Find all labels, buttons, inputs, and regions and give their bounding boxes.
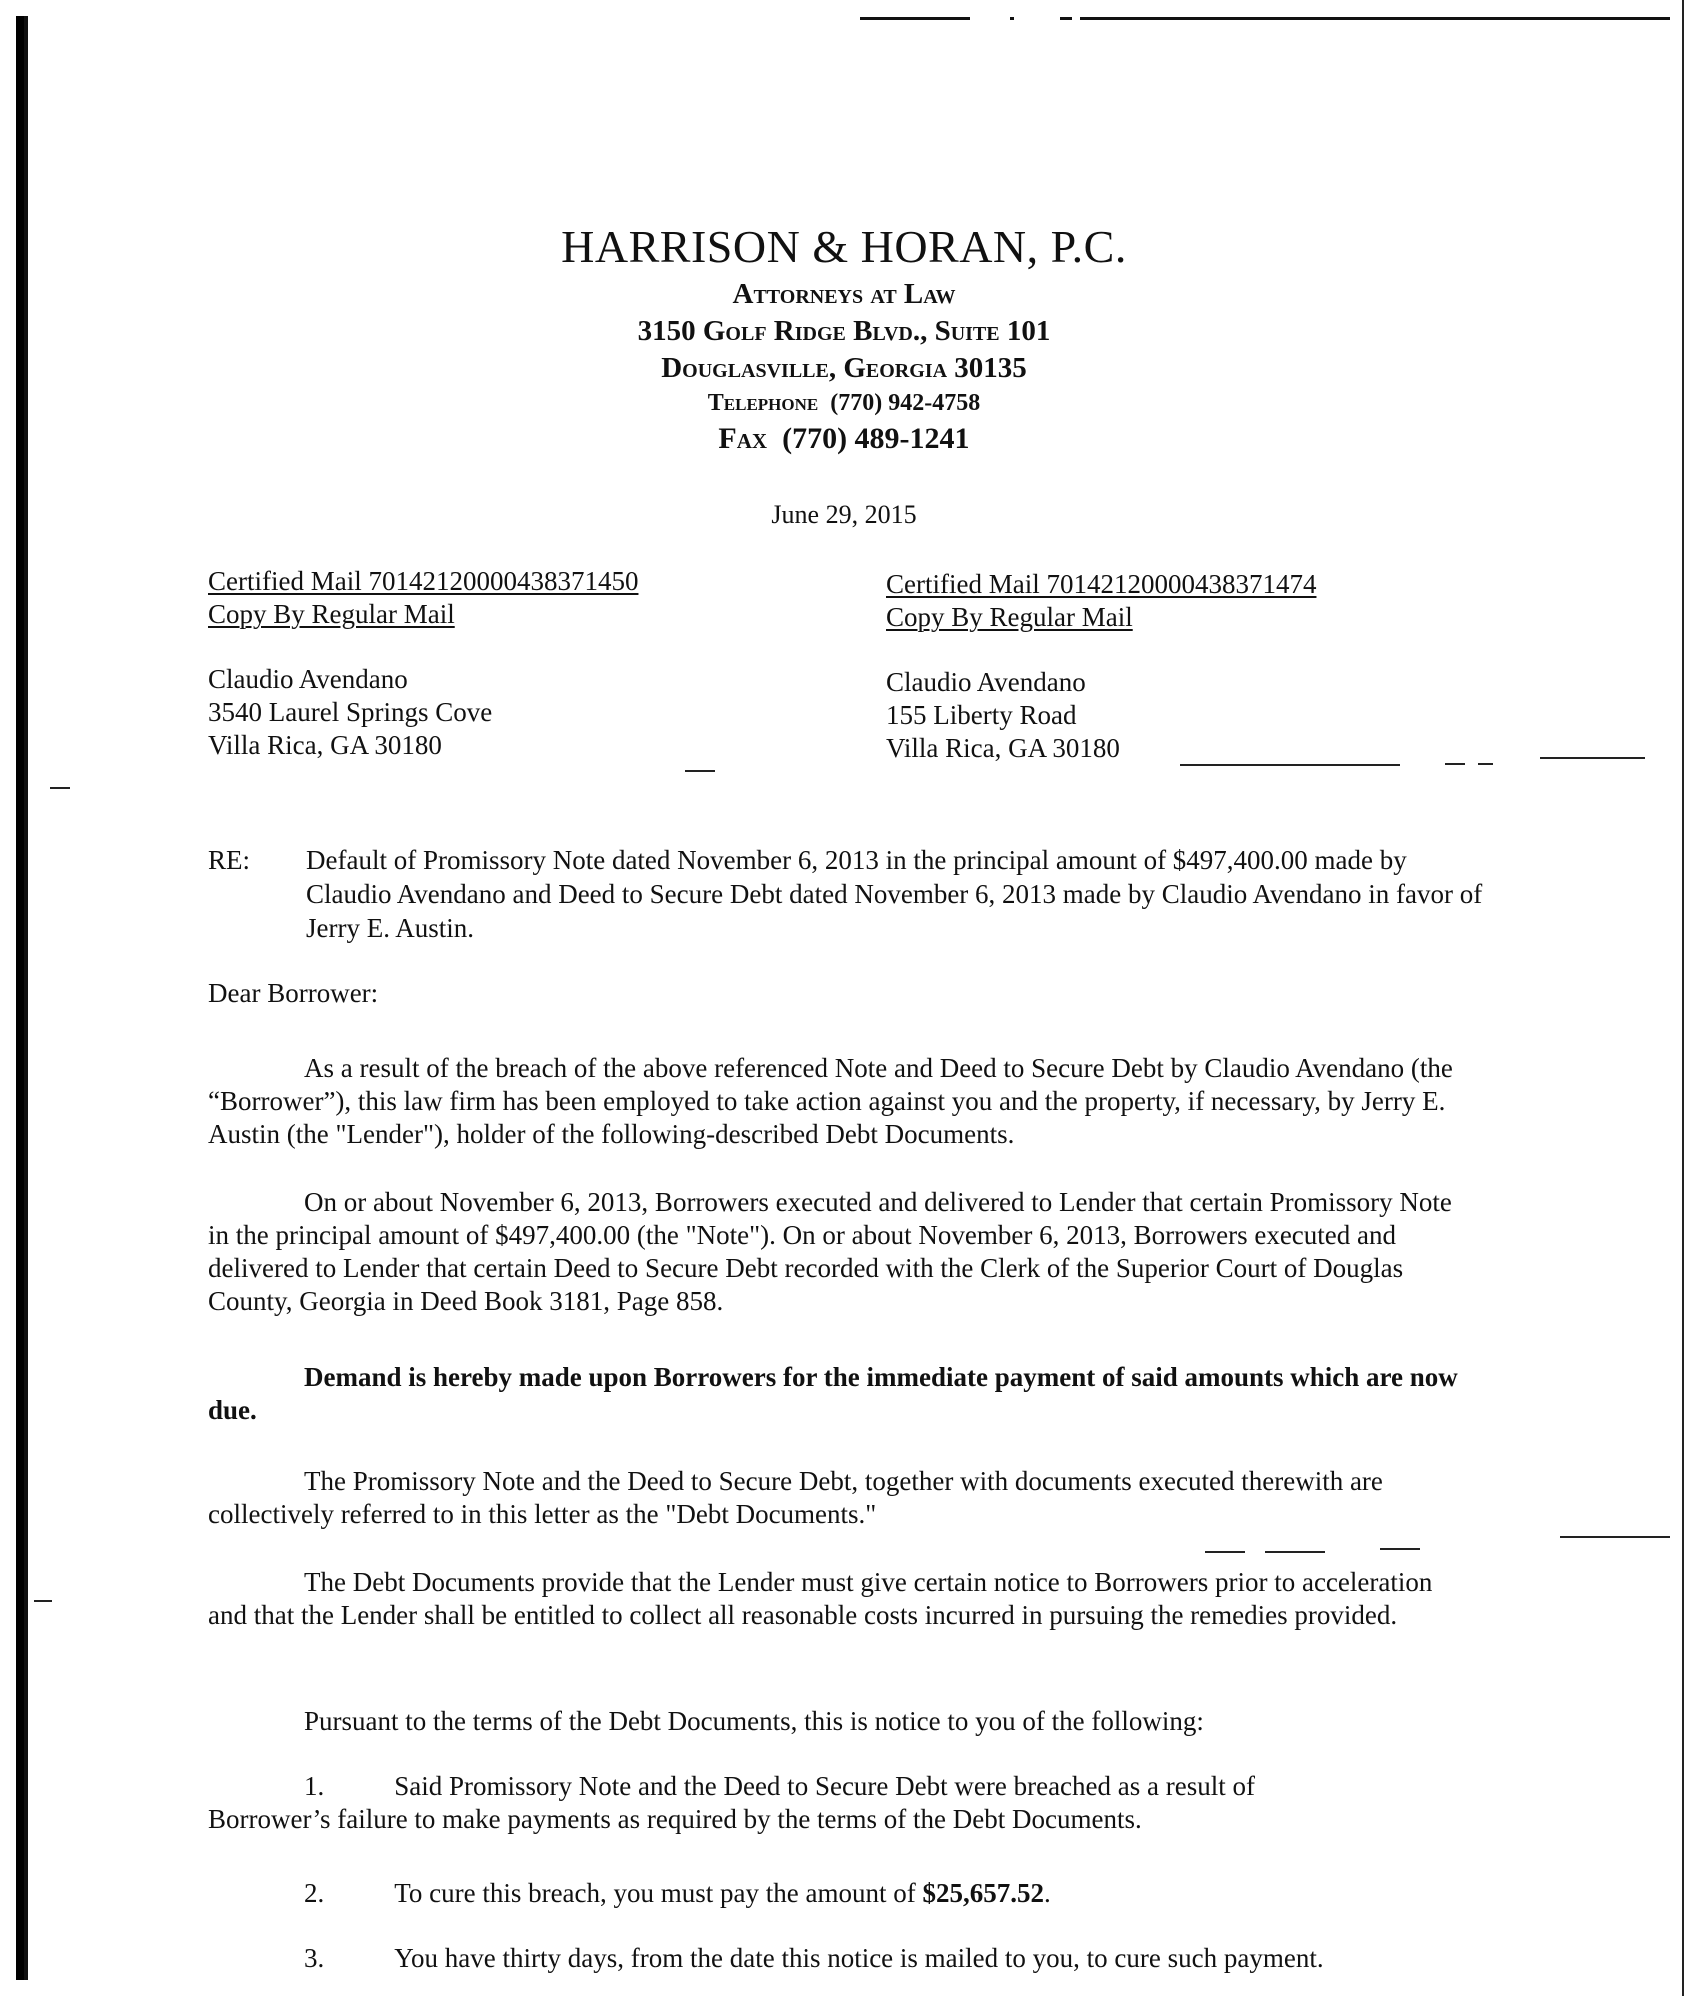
item-text: To cure this breach, you must pay the amount of — [394, 1878, 923, 1908]
re-subject — [208, 843, 1488, 945]
certified-mail-number: Certified Mail 70142120000438371450 — [208, 566, 639, 596]
firm-street-address: 3150 Golf Ridge Blvd., Suite 101 — [637, 315, 1051, 347]
telephone-number: (770) 942-4758 — [830, 390, 981, 416]
scan-mark — [1380, 1548, 1420, 1550]
copy-by-regular-mail: Copy By Regular Mail — [208, 599, 455, 629]
firm-city-address: Douglasville, Georgia 30135 — [661, 352, 1027, 384]
cure-amount: $25,657.52 — [922, 1878, 1044, 1908]
scan-top-mark — [1010, 17, 1014, 20]
salutation: Dear Borrower: — [208, 978, 379, 1008]
scan-top-line — [860, 17, 970, 20]
demand-paragraph: Demand is hereby made upon Borrowers for the immediate payment of said amounts which are now due. — [208, 1362, 1458, 1425]
recipient-name: Claudio Avendano — [886, 667, 1086, 697]
firm-name: HARRISON & HORAN, P.C. — [561, 221, 1127, 272]
notice-item — [208, 1877, 1488, 1910]
telephone-label: Telephone — [707, 390, 819, 416]
certified-mail-number: Certified Mail 70142120000438371474 — [886, 569, 1317, 599]
scan-mark — [1478, 763, 1493, 765]
item-text-continued: Borrower’s failure to make payments as required by the terms of the Debt Documents. — [208, 1804, 1142, 1834]
letter-date: June 29, 2015 — [771, 500, 917, 529]
firm-telephone — [0, 390, 1688, 417]
scan-mark — [34, 1600, 52, 1602]
scan-mark — [685, 770, 715, 772]
item-text: You have thirty days, from the date this notice is mailed to you, to cure such payment. — [394, 1943, 1324, 1973]
scan-mark — [50, 787, 70, 789]
fax-label: Fax — [718, 422, 768, 455]
re-text: Default of Promissory Note dated November 6, 2013 in the principal amount of $497,400.00 made by Claudio Avendano and Deed to Secure Debt dated November 6, 2013 made by Claudio Avendano in favor of Jerry E. Austin. — [306, 845, 1483, 943]
body-paragraph: The Promissory Note and the Deed to Secure Debt, together with documents executed therewith are collectively referred to in this letter as the "Debt Documents." — [208, 1466, 1383, 1529]
recipient-city: Villa Rica, GA 30180 — [208, 730, 442, 760]
recipient-city: Villa Rica, GA 30180 — [886, 733, 1120, 763]
scan-mark — [1205, 1551, 1245, 1553]
recipient-address-left — [208, 565, 638, 762]
copy-by-regular-mail: Copy By Regular Mail — [886, 602, 1133, 632]
recipient-name: Claudio Avendano — [208, 664, 408, 694]
body-paragraph: Pursuant to the terms of the Debt Documents, this is notice to you of the following: — [304, 1706, 1204, 1736]
re-label: RE: — [208, 845, 251, 875]
fax-number: (770) 489-1241 — [782, 422, 970, 455]
recipient-address-right — [886, 568, 1316, 765]
notice-item — [208, 1770, 1488, 1836]
scan-top-line — [1080, 17, 1670, 20]
recipient-street: 155 Liberty Road — [886, 700, 1077, 730]
scan-mark — [1445, 763, 1465, 765]
item-text: Said Promissory Note and the Deed to Secure Debt were breached as a result of — [394, 1771, 1255, 1801]
item-number: 2. — [304, 1878, 325, 1908]
scan-mark — [1560, 1536, 1670, 1538]
item-number: 3. — [304, 1943, 325, 1973]
body-paragraph: On or about November 6, 2013, Borrowers executed and delivered to Lender that certain Promissory Note in the principal amount of $497,400.00 (the "Note"). On or about November 6, 2013, Borrowers executed and delivered to Lender that certain Deed to Secure Debt recorded with the Clerk of the Superior Court of Douglas County, Georgia in Deed Book 3181, Page 858. — [208, 1187, 1452, 1316]
body-paragraph: The Debt Documents provide that the Lender must give certain notice to Borrowers prior to acceleration and that the Lender shall be entitled to collect all reasonable costs incurred in pursuing the remedies provided. — [208, 1567, 1433, 1630]
firm-fax — [0, 422, 1688, 456]
recipient-street: 3540 Laurel Springs Cove — [208, 697, 493, 727]
scan-mark — [1540, 757, 1645, 759]
item-number: 1. — [304, 1771, 325, 1801]
firm-subtitle: Attorneys at Law — [732, 278, 956, 310]
scan-top-mark — [1060, 17, 1072, 20]
scan-mark — [1265, 1551, 1325, 1553]
body-paragraph: As a result of the breach of the above referenced Note and Deed to Secure Debt by Claudio Avendano (the “Borrower”), this law firm has been employed to take action against you and the property, if necessary, by Jerry E. Austin (the "Lender"), holder of the following-described Debt Documents. — [208, 1053, 1453, 1149]
notice-item — [208, 1942, 1488, 1975]
item-text-suffix: . — [1043, 1878, 1051, 1908]
